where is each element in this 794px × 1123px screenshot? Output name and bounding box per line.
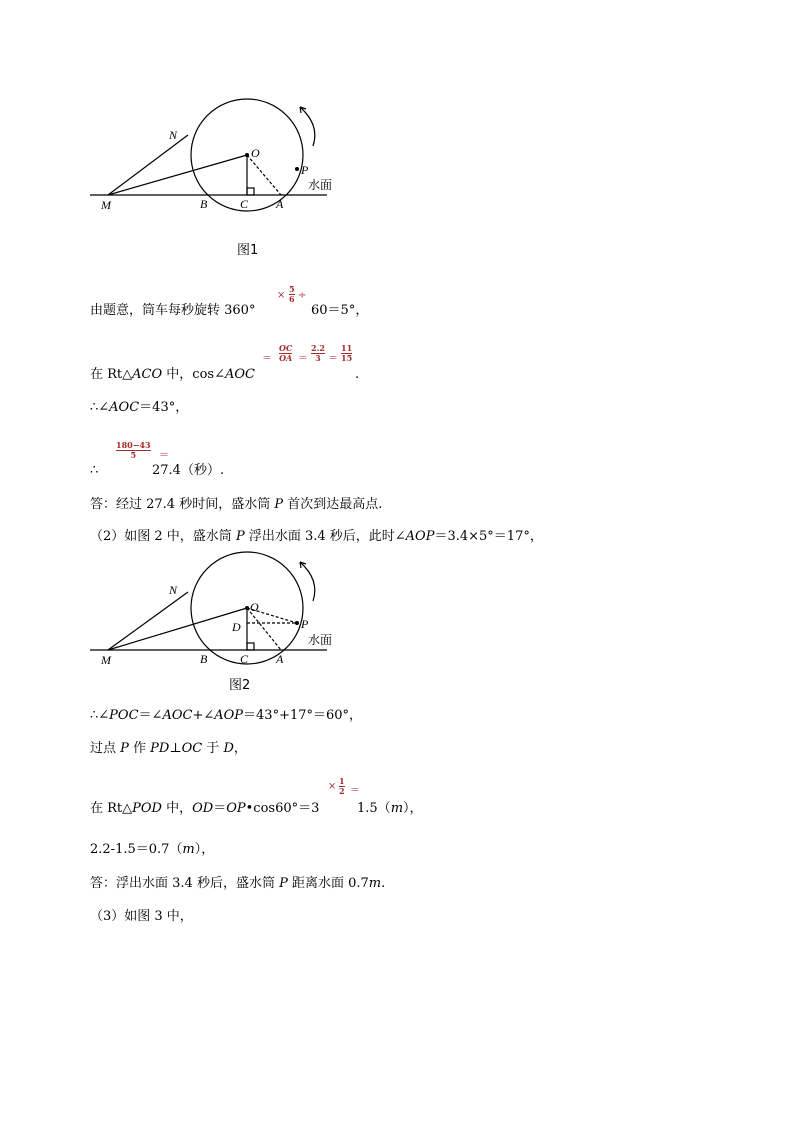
text: 距离水面 0.7 (287, 876, 369, 891)
text: ∴∠ (90, 708, 110, 723)
line-OA-dashed (247, 608, 281, 650)
text: 答：经过 27.4 秒时间，盛水筒 (90, 497, 275, 512)
math-var: m (368, 876, 382, 891)
fig1-label-B: B (200, 197, 208, 211)
fig1-label-A: A (276, 197, 284, 211)
math-var: AOP (214, 708, 244, 723)
fig2-label-B: B (200, 652, 208, 666)
text: （3）如图 3 中， (90, 909, 193, 924)
denominator: 2 (339, 786, 345, 796)
text: . (381, 876, 386, 891)
rotation-arrow (300, 562, 315, 601)
math-var: m (182, 842, 195, 857)
fig2-label-D: D (232, 620, 241, 634)
fig2-label-water: 水面 (308, 633, 333, 647)
math-var: D (223, 741, 234, 756)
text: •cos60°＝3 (245, 801, 320, 816)
math-var: P (274, 497, 284, 512)
line-MN (108, 592, 188, 650)
equals-sign: ＝ (159, 450, 169, 461)
text: 首次到达最高点. (283, 497, 383, 512)
math-var: POC (109, 708, 139, 723)
fig2-label-A: A (276, 652, 284, 666)
text: ＝43°， (139, 400, 189, 415)
text: 60＝5°， (311, 303, 369, 318)
text: ， (233, 741, 247, 756)
math-var: PD (150, 741, 170, 756)
numerator: 5 (289, 284, 295, 294)
text: 过点 (90, 741, 121, 756)
fig2-label-N: N (169, 583, 178, 597)
text: . (355, 367, 360, 382)
denominator: 15 (341, 353, 353, 363)
text: ＝43°+17°＝60°， (243, 708, 363, 723)
numerator: 1 (339, 776, 345, 786)
therefore-sign: ∴ (90, 463, 99, 478)
fig2-label-M: M (101, 653, 111, 667)
denominator: 3 (315, 353, 321, 363)
text-line-12 (90, 909, 193, 925)
text-line-9-end (357, 801, 423, 817)
fig1-caption: 图1 (237, 243, 259, 258)
text: ∴∠ (90, 400, 110, 415)
text: ⊥ (169, 741, 182, 756)
denominator: 5 (130, 450, 137, 460)
numerator: OC (279, 343, 293, 353)
fig1-label-water: 水面 (308, 178, 333, 192)
text: ＝∠ (138, 708, 163, 723)
math-var: m (390, 801, 404, 816)
math-var: P (279, 876, 288, 891)
text: 2.2-1.5＝0.7（ (90, 842, 183, 857)
fig2-caption: 图2 (229, 678, 251, 693)
math-var: OD (192, 801, 214, 816)
line-MO (108, 608, 247, 650)
math-var: AOC (224, 367, 255, 382)
text: +∠ (192, 708, 215, 723)
math-var: AOC (162, 708, 193, 723)
text: 中，cos∠ (162, 367, 225, 382)
fig1-label-M: M (101, 198, 111, 212)
denominator: OA (279, 353, 293, 363)
text: ＝ (213, 801, 227, 816)
math-var: POD (132, 801, 162, 816)
fig1-label-O: O (251, 146, 260, 160)
math-var: OP (226, 801, 246, 816)
text: 浮出水面 3.4 秒后，此时∠ (244, 529, 406, 544)
denominator: 6 (289, 294, 295, 304)
fig1-label-C: C (240, 197, 249, 211)
right-angle-mark (247, 643, 254, 650)
fig2-label-C: C (240, 652, 249, 666)
times-sign: × (328, 781, 337, 792)
text-line-7 (90, 708, 362, 724)
equals-sign: ＝ (350, 785, 360, 796)
fig2-label-P: P (301, 617, 309, 631)
text: 作 (128, 741, 151, 756)
text: ）， (194, 842, 215, 857)
math-var: AOC (109, 400, 140, 415)
text-line-9 (90, 801, 319, 817)
text: 在 Rt△ (90, 367, 133, 382)
text: 1.5（ (357, 801, 391, 816)
divide-sign: ÷ (298, 290, 307, 301)
text: 答：浮出水面 3.4 秒后，盛水筒 (90, 876, 280, 891)
fig1-label-N: N (169, 128, 178, 142)
text: 在 Rt△ (90, 801, 133, 816)
times-sign: × (277, 290, 286, 301)
text: ）， (403, 801, 423, 816)
text: 27.4（秒）. (152, 463, 225, 478)
numerator: 11 (341, 343, 353, 353)
math-var: OC (181, 741, 203, 756)
math-var: ACO (132, 367, 163, 382)
text: 由题意，筒车每秒旋转 360° (90, 303, 256, 318)
numerator: 180−43 (116, 440, 151, 450)
text: 中， (161, 801, 193, 816)
numerator: 2.2 (311, 343, 325, 353)
equals-sign: ＝ (328, 353, 338, 364)
text: 于 (202, 741, 224, 756)
math-var: P (120, 741, 129, 756)
math-var: P (235, 529, 245, 544)
text-line-10 (90, 842, 214, 858)
fraction-1-2 (339, 777, 345, 796)
text: （2）如图 2 中，盛水筒 (90, 529, 236, 544)
equals-sign: ＝ (298, 353, 308, 364)
text-line-11 (90, 876, 385, 892)
math-var: AOP (405, 529, 435, 544)
fig2-label-O: O (250, 600, 259, 614)
text: ＝3.4×5°＝17°， (434, 529, 543, 544)
text-line-8 (90, 741, 247, 757)
equals-sign: ＝ (262, 353, 272, 364)
fig1-label-P: P (301, 163, 309, 177)
